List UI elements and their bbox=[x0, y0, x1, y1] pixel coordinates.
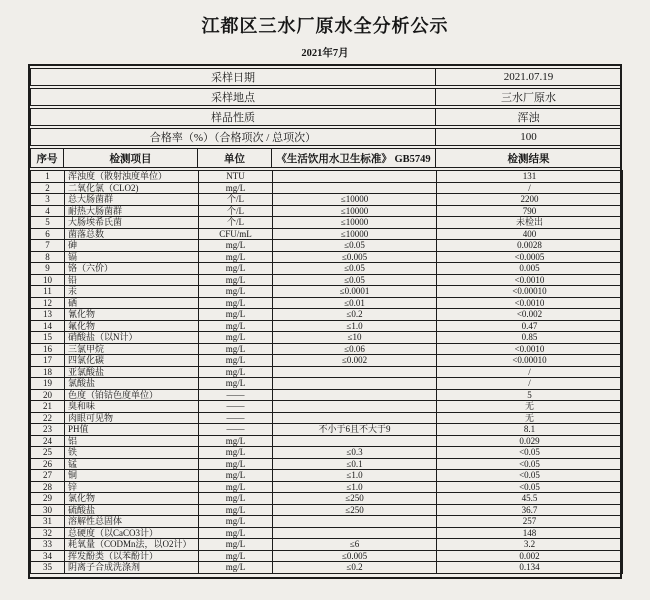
cell-standard: ≤0.005 bbox=[273, 550, 437, 562]
cell-unit: NTU bbox=[199, 171, 273, 183]
table-row bbox=[31, 182, 623, 194]
cell-unit: mg/L bbox=[199, 240, 273, 252]
info-value: 2021.07.19 bbox=[436, 68, 622, 86]
cell-item: 硝酸盐（以N计） bbox=[65, 332, 199, 344]
cell-result: 0.005 bbox=[437, 263, 623, 275]
table-row bbox=[31, 240, 623, 252]
cell-unit: mg/L bbox=[199, 320, 273, 332]
cell-no: 23 bbox=[31, 424, 65, 436]
cell-no: 26 bbox=[31, 458, 65, 470]
cell-no: 3 bbox=[31, 194, 65, 206]
cell-item: 镉 bbox=[65, 251, 199, 263]
analysis-table bbox=[28, 64, 622, 579]
cell-unit: —— bbox=[199, 389, 273, 401]
cell-no: 9 bbox=[31, 263, 65, 275]
cell-result: 无 bbox=[437, 401, 623, 413]
cell-standard bbox=[273, 389, 437, 401]
cell-standard bbox=[273, 378, 437, 390]
info-row-sampling-location bbox=[30, 88, 622, 106]
cell-no: 5 bbox=[31, 217, 65, 229]
cell-result: 0.002 bbox=[437, 550, 623, 562]
cell-standard bbox=[273, 366, 437, 378]
cell-result: <0.05 bbox=[437, 470, 623, 482]
table-row bbox=[31, 251, 623, 263]
table-row bbox=[31, 297, 623, 309]
cell-result: / bbox=[437, 366, 623, 378]
cell-item: 阴离子合成洗涤剂 bbox=[65, 562, 199, 574]
cell-result: <0.00010 bbox=[437, 355, 623, 367]
cell-item: 硫酸盐 bbox=[65, 504, 199, 516]
cell-unit: —— bbox=[199, 401, 273, 413]
cell-no: 24 bbox=[31, 435, 65, 447]
cell-standard bbox=[273, 171, 437, 183]
cell-item: 汞 bbox=[65, 286, 199, 298]
cell-no: 15 bbox=[31, 332, 65, 344]
cell-result: 0.134 bbox=[437, 562, 623, 574]
table-row bbox=[31, 550, 623, 562]
table-row bbox=[31, 412, 623, 424]
table-row bbox=[31, 504, 623, 516]
cell-unit: mg/L bbox=[199, 366, 273, 378]
cell-result: <0.05 bbox=[437, 447, 623, 459]
cell-result: 148 bbox=[437, 527, 623, 539]
col-header-unit: 单位 bbox=[198, 148, 272, 168]
cell-item: 氰化物 bbox=[65, 309, 199, 321]
table-row bbox=[31, 470, 623, 482]
cell-standard bbox=[273, 516, 437, 528]
cell-item: 铝 bbox=[65, 435, 199, 447]
cell-standard: ≤0.005 bbox=[273, 251, 437, 263]
cell-item: 臭和味 bbox=[65, 401, 199, 413]
cell-result: <0.0010 bbox=[437, 297, 623, 309]
cell-item: 氯酸盐 bbox=[65, 378, 199, 390]
table-row bbox=[31, 320, 623, 332]
cell-no: 17 bbox=[31, 355, 65, 367]
cell-unit: —— bbox=[199, 424, 273, 436]
cell-no: 22 bbox=[31, 412, 65, 424]
cell-item: 锌 bbox=[65, 481, 199, 493]
cell-item: 砷 bbox=[65, 240, 199, 252]
table-row bbox=[31, 458, 623, 470]
cell-unit: 个/L bbox=[199, 194, 273, 206]
table-row bbox=[31, 228, 623, 240]
cell-standard: ≤0.05 bbox=[273, 274, 437, 286]
table-row bbox=[31, 343, 623, 355]
table-row bbox=[31, 562, 623, 574]
cell-item: 总硬度（以CaCO3计） bbox=[65, 527, 199, 539]
cell-unit: mg/L bbox=[199, 562, 273, 574]
table-row bbox=[31, 539, 623, 551]
cell-result: <0.0005 bbox=[437, 251, 623, 263]
cell-result: <0.002 bbox=[437, 309, 623, 321]
cell-result: / bbox=[437, 182, 623, 194]
cell-item: 大肠埃希氏菌 bbox=[65, 217, 199, 229]
cell-item: 铅 bbox=[65, 274, 199, 286]
cell-no: 29 bbox=[31, 493, 65, 505]
cell-standard: ≤0.06 bbox=[273, 343, 437, 355]
cell-standard: ≤6 bbox=[273, 539, 437, 551]
cell-standard: ≤1.0 bbox=[273, 320, 437, 332]
cell-standard: ≤250 bbox=[273, 493, 437, 505]
cell-unit: mg/L bbox=[199, 182, 273, 194]
table-row bbox=[31, 217, 623, 229]
info-row-sampling-date bbox=[30, 68, 622, 86]
page-title: 江都区三水厂原水全分析公示 bbox=[201, 16, 449, 36]
cell-result: / bbox=[437, 378, 623, 390]
cell-standard: ≤10000 bbox=[273, 205, 437, 217]
cell-result: 0.47 bbox=[437, 320, 623, 332]
cell-unit: mg/L bbox=[199, 355, 273, 367]
cell-item: 耐热大肠菌群 bbox=[65, 205, 199, 217]
cell-no: 30 bbox=[31, 504, 65, 516]
cell-result: 790 bbox=[437, 205, 623, 217]
cell-item: 色度（铂钴色度单位） bbox=[65, 389, 199, 401]
cell-result: <0.0010 bbox=[437, 274, 623, 286]
cell-item: 硒 bbox=[65, 297, 199, 309]
cell-item: 四氯化碳 bbox=[65, 355, 199, 367]
cell-item: PH值 bbox=[65, 424, 199, 436]
cell-no: 34 bbox=[31, 550, 65, 562]
cell-item: 氟化物 bbox=[65, 320, 199, 332]
info-value: 100 bbox=[436, 128, 622, 146]
cell-unit: 个/L bbox=[199, 205, 273, 217]
cell-standard: ≤0.0001 bbox=[273, 286, 437, 298]
cell-item: 锰 bbox=[65, 458, 199, 470]
cell-result: 无 bbox=[437, 412, 623, 424]
cell-no: 12 bbox=[31, 297, 65, 309]
cell-item: 亚氯酸盐 bbox=[65, 366, 199, 378]
table-row bbox=[31, 286, 623, 298]
cell-standard: ≤250 bbox=[273, 504, 437, 516]
cell-standard: ≤0.3 bbox=[273, 447, 437, 459]
cell-standard: ≤10000 bbox=[273, 217, 437, 229]
cell-result: 3.2 bbox=[437, 539, 623, 551]
cell-result: 未检出 bbox=[437, 217, 623, 229]
cell-unit: CFU/mL bbox=[199, 228, 273, 240]
cell-standard: ≤0.05 bbox=[273, 240, 437, 252]
cell-item: 肉眼可见物 bbox=[65, 412, 199, 424]
cell-unit: mg/L bbox=[199, 447, 273, 459]
cell-unit: mg/L bbox=[199, 470, 273, 482]
cell-item: 氯化物 bbox=[65, 493, 199, 505]
cell-standard: ≤10 bbox=[273, 332, 437, 344]
cell-unit: mg/L bbox=[199, 343, 273, 355]
cell-result: 257 bbox=[437, 516, 623, 528]
cell-item: 铬（六价） bbox=[65, 263, 199, 275]
info-row-pass-rate bbox=[30, 128, 622, 146]
cell-unit: mg/L bbox=[199, 493, 273, 505]
cell-unit: mg/L bbox=[199, 309, 273, 321]
cell-result: 400 bbox=[437, 228, 623, 240]
cell-no: 28 bbox=[31, 481, 65, 493]
table-row bbox=[31, 481, 623, 493]
cell-unit: mg/L bbox=[199, 527, 273, 539]
table-row bbox=[31, 355, 623, 367]
cell-no: 33 bbox=[31, 539, 65, 551]
cell-unit: mg/L bbox=[199, 516, 273, 528]
cell-result: 0.0028 bbox=[437, 240, 623, 252]
cell-no: 20 bbox=[31, 389, 65, 401]
cell-no: 27 bbox=[31, 470, 65, 482]
cell-unit: mg/L bbox=[199, 274, 273, 286]
cell-standard: ≤1.0 bbox=[273, 470, 437, 482]
cell-no: 19 bbox=[31, 378, 65, 390]
info-label: 合格率（%）（合格项次 / 总项次） bbox=[30, 128, 436, 146]
table-row bbox=[31, 447, 623, 459]
cell-no: 6 bbox=[31, 228, 65, 240]
cell-unit: mg/L bbox=[199, 297, 273, 309]
cell-standard: ≤0.002 bbox=[273, 355, 437, 367]
cell-standard: ≤0.2 bbox=[273, 309, 437, 321]
table-row bbox=[31, 366, 623, 378]
cell-no: 21 bbox=[31, 401, 65, 413]
data-rows bbox=[31, 171, 623, 574]
cell-no: 10 bbox=[31, 274, 65, 286]
table-row bbox=[31, 516, 623, 528]
cell-result: 131 bbox=[437, 171, 623, 183]
results-table bbox=[30, 170, 623, 574]
cell-no: 25 bbox=[31, 447, 65, 459]
cell-standard: ≤0.01 bbox=[273, 297, 437, 309]
cell-no: 35 bbox=[31, 562, 65, 574]
cell-item: 挥发酚类（以苯酚计） bbox=[65, 550, 199, 562]
cell-unit: mg/L bbox=[199, 504, 273, 516]
cell-result: 45.5 bbox=[437, 493, 623, 505]
col-header-standard: 《生活饮用水卫生标准》 GB5749 bbox=[272, 148, 436, 168]
cell-unit: mg/L bbox=[199, 286, 273, 298]
cell-standard: ≤0.1 bbox=[273, 458, 437, 470]
cell-unit: mg/L bbox=[199, 251, 273, 263]
table-row bbox=[31, 389, 623, 401]
table-row bbox=[31, 493, 623, 505]
info-row-sample-nature bbox=[30, 108, 622, 126]
table-row bbox=[31, 171, 623, 183]
cell-result: 2200 bbox=[437, 194, 623, 206]
cell-standard: ≤0.2 bbox=[273, 562, 437, 574]
cell-unit: 个/L bbox=[199, 217, 273, 229]
col-header-no: 序号 bbox=[30, 148, 64, 168]
table-row bbox=[31, 527, 623, 539]
page-subtitle: 2021年7月 bbox=[301, 48, 349, 59]
cell-item: 三氯甲烷 bbox=[65, 343, 199, 355]
cell-unit: mg/L bbox=[199, 458, 273, 470]
cell-result: 0.029 bbox=[437, 435, 623, 447]
cell-result: 36.7 bbox=[437, 504, 623, 516]
cell-result: <0.0010 bbox=[437, 343, 623, 355]
table-row bbox=[31, 424, 623, 436]
info-value: 三水厂原水 bbox=[436, 88, 622, 106]
info-label: 采样日期 bbox=[30, 68, 436, 86]
cell-unit: mg/L bbox=[199, 378, 273, 390]
cell-no: 1 bbox=[31, 171, 65, 183]
info-label: 采样地点 bbox=[30, 88, 436, 106]
cell-no: 11 bbox=[31, 286, 65, 298]
cell-standard: ≤10000 bbox=[273, 228, 437, 240]
cell-standard bbox=[273, 401, 437, 413]
table-row bbox=[31, 378, 623, 390]
column-header-row bbox=[30, 148, 622, 168]
info-label: 样品性质 bbox=[30, 108, 436, 126]
cell-item: 总大肠菌群 bbox=[65, 194, 199, 206]
cell-result: <0.05 bbox=[437, 481, 623, 493]
cell-unit: mg/L bbox=[199, 539, 273, 551]
cell-standard bbox=[273, 527, 437, 539]
cell-result: 5 bbox=[437, 389, 623, 401]
cell-result: 8.1 bbox=[437, 424, 623, 436]
cell-unit: mg/L bbox=[199, 481, 273, 493]
cell-no: 31 bbox=[31, 516, 65, 528]
table-row bbox=[31, 401, 623, 413]
table-row bbox=[31, 194, 623, 206]
cell-item: 菌落总数 bbox=[65, 228, 199, 240]
cell-no: 32 bbox=[31, 527, 65, 539]
cell-no: 16 bbox=[31, 343, 65, 355]
cell-unit: —— bbox=[199, 412, 273, 424]
table-row bbox=[31, 332, 623, 344]
col-header-item: 检测项目 bbox=[64, 148, 198, 168]
cell-no: 14 bbox=[31, 320, 65, 332]
cell-result: 0.85 bbox=[437, 332, 623, 344]
cell-standard: ≤0.05 bbox=[273, 263, 437, 275]
cell-item: 溶解性总固体 bbox=[65, 516, 199, 528]
cell-result: <0.05 bbox=[437, 458, 623, 470]
table-row bbox=[31, 205, 623, 217]
info-value: 浑浊 bbox=[436, 108, 622, 126]
cell-unit: mg/L bbox=[199, 263, 273, 275]
cell-item: 浑浊度（散射浊度单位） bbox=[65, 171, 199, 183]
cell-standard bbox=[273, 435, 437, 447]
cell-item: 铁 bbox=[65, 447, 199, 459]
cell-standard bbox=[273, 182, 437, 194]
cell-no: 4 bbox=[31, 205, 65, 217]
cell-standard bbox=[273, 412, 437, 424]
cell-item: 耗氧量（CODMn法，以O2计） bbox=[65, 539, 199, 551]
table-row bbox=[31, 274, 623, 286]
cell-no: 7 bbox=[31, 240, 65, 252]
cell-no: 18 bbox=[31, 366, 65, 378]
cell-no: 13 bbox=[31, 309, 65, 321]
cell-standard: 不小于6且不大于9 bbox=[273, 424, 437, 436]
col-header-result: 检测结果 bbox=[436, 148, 622, 168]
cell-unit: mg/L bbox=[199, 332, 273, 344]
cell-no: 2 bbox=[31, 182, 65, 194]
cell-unit: mg/L bbox=[199, 550, 273, 562]
cell-item: 二氧化氯（CLO2) bbox=[65, 182, 199, 194]
cell-standard: ≤1.0 bbox=[273, 481, 437, 493]
cell-no: 8 bbox=[31, 251, 65, 263]
table-row bbox=[31, 263, 623, 275]
cell-standard: ≤10000 bbox=[273, 194, 437, 206]
cell-unit: mg/L bbox=[199, 435, 273, 447]
table-row bbox=[31, 309, 623, 321]
info-header-section bbox=[30, 66, 622, 170]
cell-item: 铜 bbox=[65, 470, 199, 482]
table-row bbox=[31, 435, 623, 447]
cell-result: <0.00010 bbox=[437, 286, 623, 298]
